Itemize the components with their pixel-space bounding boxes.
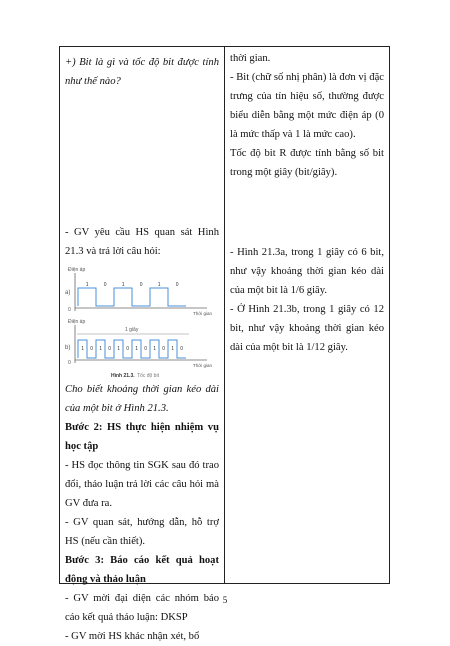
bit-label-b-4: 1 [117,346,120,352]
step2-paragraph-1: - HS đọc thông tin SGK sau đó trao đổi, thảo luận trả lời các câu hỏi mà GV đưa ra. [65,460,219,509]
question2-text: Cho biết khoảng thời gian kéo dài của một bit ở Hình 21.3. [65,384,219,414]
gv-request-text: - GV yêu cầu HS quan sát Hình 21.3 và trả lời câu hỏi: [65,227,219,257]
axis-a-label: Điện áp [68,267,86,273]
left-bottom-text [65,380,219,646]
label-b: b) [65,345,71,351]
bit-label-b-0: 1 [81,346,84,352]
zero-b-label: 0 [68,360,71,366]
bit-label-b-10: 1 [171,346,174,352]
content-table [59,46,390,642]
step3-title: Bước 3: Báo cáo kết quả hoạt động và thảo luận [65,555,219,585]
bit-label-b-11: 0 [180,346,183,352]
bit-label-b-6: 1 [135,346,138,352]
time-a-label: Thời gian [193,311,212,316]
bit-label-b-3: 0 [108,346,111,352]
left-column [60,47,225,642]
right-paragraph-2: - Bit (chữ số nhị phân) là đơn vị đặc trưng của tín hiệu số, thường được biểu diễn bằng một mức điện áp (0 là mức thấp và 1 là mức cao). [230,72,384,140]
question-text: +) Bit là gì và tốc độ bit được tính như thế nào? [65,57,219,87]
bit-label-a-0: 1 [85,282,89,288]
bit-label-b-5: 0 [126,346,129,352]
waveform-b [78,340,186,358]
left-top-text [65,53,219,91]
right-paragraph-1: thời gian. [230,53,271,64]
label-a: a) [65,290,71,296]
bit-label-b-9: 0 [162,346,165,352]
caption-number: Hình 21.3. [111,373,135,379]
right-bottom-text [230,243,384,357]
bits-a-group [86,282,179,288]
one-second-label: 1 giây [125,327,139,333]
bit-label-a-2: 1 [121,282,125,288]
zero-a-label: 0 [68,307,71,313]
bit-label-a-5: 0 [175,282,179,288]
bit-label-b-1: 0 [90,346,93,352]
right-column [225,47,389,583]
step3-paragraph-2: - GV mời HS khác nhận xét, bổ [65,631,200,642]
bit-label-b-7: 0 [144,346,147,352]
bit-label-a-3: 0 [139,282,143,288]
page-number: 5 [222,595,228,605]
bit-label-a-4: 1 [157,282,161,288]
right-paragraph-4: - Hình 21.3a, trong 1 giây có 6 bit, như vậy khoảng thời gian kéo dài của một bit là 1/6 giây. [230,247,384,296]
right-paragraph-3: Tốc độ bit R được tính bằng số bit trong một giây (bit/giây). [230,148,384,178]
right-top-text [230,49,384,182]
waveform-a [78,288,186,306]
bit-label-b-8: 1 [153,346,156,352]
step2-paragraph-2: - GV quan sát, hướng dẫn, hỗ trợ HS (nếu cần thiết). [65,517,219,547]
bit-rate-diagram [65,261,225,381]
time-b-label: Thời gian [193,363,212,368]
left-request-text [65,223,219,261]
step2-title: Bước 2: HS thực hiện nhiệm vụ học tập [65,422,219,452]
caption-text: Tốc độ bit [137,373,159,379]
right-paragraph-5: - Ở Hình 21.3b, trong 1 giây có 12 bit, như vậy khoảng thời gian kéo dài của một bit là 1/12 giây. [230,304,384,353]
axis-b-label: Điện áp [68,319,86,325]
step3-paragraph-1: - GV mời đại diện các nhóm báo cáo kết quả thảo luận: DKSP [65,593,219,623]
figure-21-3 [65,261,225,381]
bit-label-a-1: 0 [103,282,107,288]
bit-label-b-2: 1 [99,346,102,352]
